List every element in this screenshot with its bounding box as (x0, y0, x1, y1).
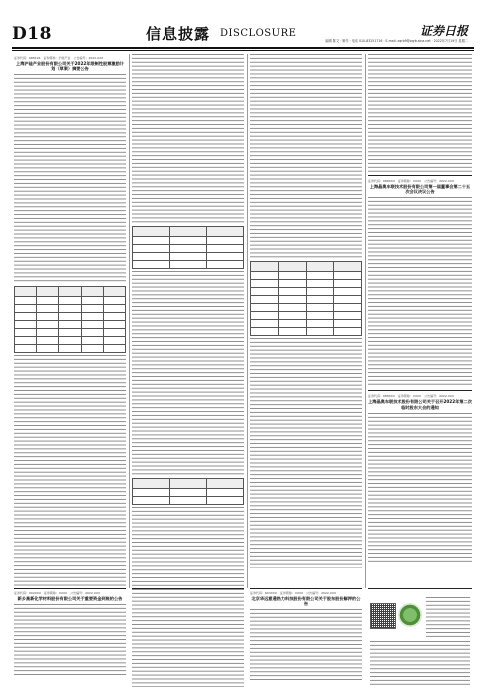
section-title-english: DISCLOSURE (220, 28, 297, 39)
notice-code: 证券代码：688XXX 证券简称：XXXX 公告编号：2022-XXX (368, 394, 454, 399)
body-text (132, 271, 244, 476)
notice-title: 上海晶奥车联技术股份有限公司第一届董事会第二十五次会议决议公告 (369, 184, 471, 195)
header-rule (12, 47, 474, 49)
notice-header (368, 394, 472, 409)
column-divider (247, 54, 248, 588)
notice-title: 上海晶奥车联技术股份有限公司关于召开2022年第二次临时股东大会的通知 (368, 399, 472, 410)
header-meta-line: 编辑 陈文 · 制作 · 电话 010-83251716 · E-mail: zqrb9@zqrb.sina.net · 2022年7月19日 星期二 (325, 39, 468, 43)
body-text (368, 197, 472, 387)
body-text (368, 413, 472, 563)
notice-code: 证券代码：002XXX 证券简称：XXXX 公告编号：2022-XXX (14, 591, 100, 595)
header-rule-thin (12, 50, 474, 51)
notice-header (368, 179, 472, 194)
column-divider (129, 54, 130, 588)
notice-header (14, 56, 126, 71)
body-text (132, 54, 244, 224)
notice-header (14, 591, 126, 601)
bottom-column-2 (132, 588, 244, 689)
page-header (12, 22, 474, 48)
body-text (368, 54, 472, 172)
bottom-ad (368, 588, 472, 689)
data-table (132, 478, 244, 505)
body-text (370, 641, 470, 685)
notice-title: 新乡高新化学材料股份有限公司关于重要资金到账的公告 (17, 596, 123, 601)
column-4 (368, 54, 472, 588)
notice-title: 上海沪硅产业股份有限公司关于2022年限制性股票激励计划（草案）摘要公告 (16, 61, 124, 72)
notice-separator (368, 175, 472, 176)
qr-code-icon (370, 603, 396, 629)
body-text (14, 604, 126, 676)
bottom-notice-2 (250, 588, 362, 689)
column-2 (132, 54, 244, 588)
bottom-notice-1 (14, 588, 126, 689)
body-text (132, 589, 244, 687)
section-title: 信息披露 (146, 25, 211, 43)
green-seal-icon (398, 603, 422, 627)
body-text (250, 609, 362, 681)
body-text (250, 54, 362, 259)
notice-code: 证券代码：603XXX 证券简称：XXXX 公告编号：2022-XXX (250, 591, 336, 595)
notice-code: 证券代码：688XXX 证券简称：XXXX 公告编号：2022-XXX (368, 179, 454, 183)
notice-header (250, 591, 362, 606)
column-3 (250, 54, 362, 588)
body-text (250, 338, 362, 568)
body-text (14, 74, 126, 284)
notice-separator (368, 390, 472, 391)
data-table (250, 261, 362, 336)
page-number: D18 (12, 24, 52, 44)
body-text (14, 355, 126, 588)
body-text (132, 507, 244, 587)
newspaper-masthead-logo: 证券日报 (419, 24, 468, 38)
notice-code: 证券代码：688126 证券简称：沪硅产业 公告编号：2022-XXX (14, 56, 104, 60)
column-divider (365, 54, 366, 588)
column-1 (14, 54, 126, 588)
data-table (132, 226, 244, 269)
body-text (426, 597, 470, 637)
notice-title: 北京华远意通热力科技股份有限公司关于股东股份解押的公告 (251, 596, 361, 607)
allocation-table (14, 286, 126, 353)
